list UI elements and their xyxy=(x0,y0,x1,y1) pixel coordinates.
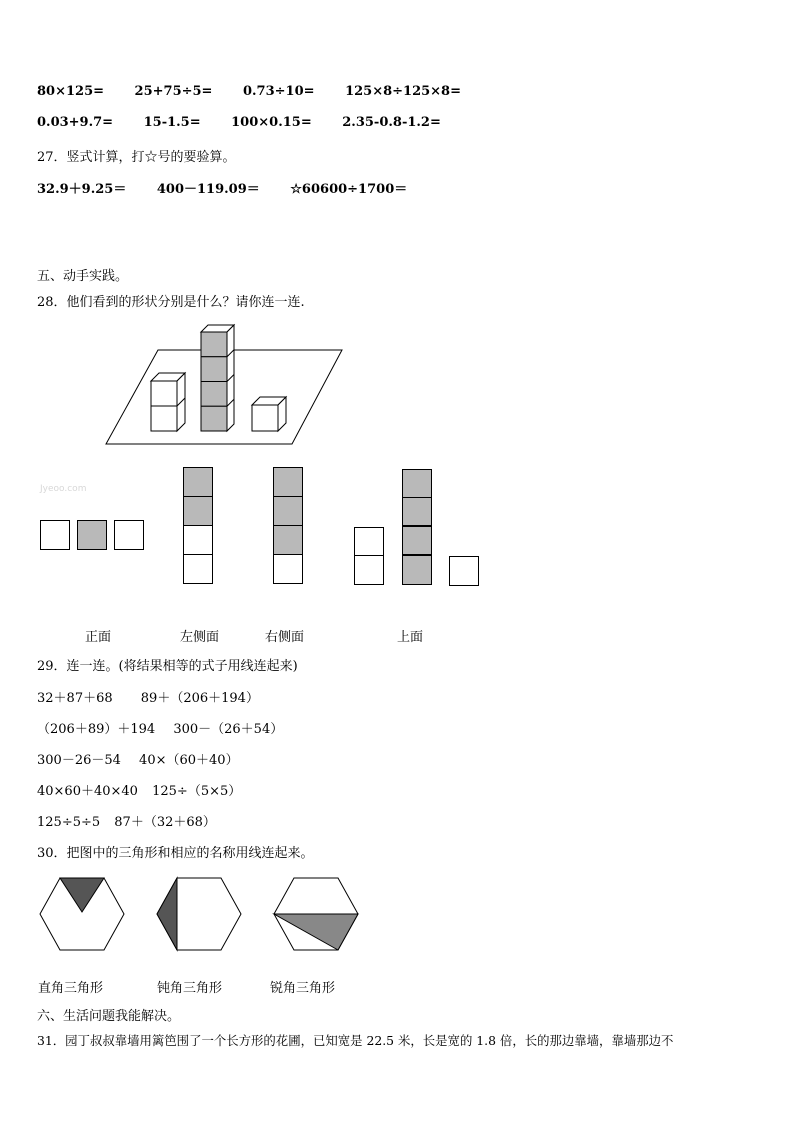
view-option-side-cell xyxy=(402,526,432,555)
expr-left: 125÷5÷5 xyxy=(37,815,101,830)
q29-row xyxy=(37,687,259,706)
view-option-side-cell xyxy=(449,556,479,586)
watermark: Jyeoo.com xyxy=(40,484,87,494)
label-left: 左侧面 xyxy=(180,630,220,645)
oral-calc-row-1 xyxy=(37,84,461,99)
view-option-column-b-cell xyxy=(273,525,303,555)
q27-title: 27．竖式计算，打☆号的要验算。 xyxy=(37,150,236,165)
q27-item: 32.9＋9.25＝ xyxy=(37,182,127,197)
expr-left: 300－26－54 xyxy=(37,753,121,768)
section-5-title: 五、动手实践。 xyxy=(37,269,129,284)
expr-right: 87＋（32＋68） xyxy=(114,815,216,830)
q29-row xyxy=(37,718,283,737)
calc-item: 100×0.15= xyxy=(231,115,312,130)
calc-item: 0.03+9.7= xyxy=(37,115,114,130)
calc-item: 125×8÷125×8= xyxy=(345,84,461,99)
oral-calc-row-2 xyxy=(37,115,441,130)
calc-item: 25+75÷5= xyxy=(134,84,213,99)
view-option-side-cell xyxy=(402,469,432,498)
view-option-column-a-cell xyxy=(183,496,213,526)
view-option-front-cell xyxy=(114,520,144,550)
calc-item: 2.35-0.8-1.2= xyxy=(342,115,441,130)
expr-right: 40×（60＋40） xyxy=(139,753,239,768)
expr-left: 40×60＋40×40 xyxy=(37,784,138,799)
label-obtuse-triangle: 钝角三角形 xyxy=(157,981,223,996)
hexagon-obtuse-triangle xyxy=(155,876,243,952)
q30-title: 30．把图中的三角形和相应的名称用线连起来。 xyxy=(37,846,314,861)
q28-3d-figure xyxy=(100,320,350,448)
q27-item: 400－119.09＝ xyxy=(156,182,260,197)
view-option-column-a-cell xyxy=(183,525,213,555)
calc-item: 0.73÷10= xyxy=(242,84,315,99)
view-option-side-cell xyxy=(402,555,432,585)
view-option-column-b-cell xyxy=(273,467,303,497)
view-option-side-cell xyxy=(354,527,384,556)
q28-title: 28．他们看到的形状分别是什么？请你连一连. xyxy=(37,295,305,310)
hexagon-right-triangle xyxy=(38,876,126,952)
view-option-column-a-cell xyxy=(183,554,213,584)
expr-left: 32＋87＋68 xyxy=(37,691,113,706)
expr-left: （206＋89）＋194 xyxy=(37,722,156,737)
expr-right: 89＋（206＋194） xyxy=(140,691,259,706)
view-option-front-cell xyxy=(77,520,107,550)
section-6-title: 六、生活问题我能解决。 xyxy=(37,1009,181,1024)
expr-right: 300－（26＋54） xyxy=(173,722,284,737)
view-option-side-cell xyxy=(354,555,384,585)
label-right-triangle: 直角三角形 xyxy=(38,981,104,996)
q29-row xyxy=(37,780,241,799)
calc-item: 15-1.5= xyxy=(143,115,201,130)
q27-items xyxy=(37,178,407,197)
calc-item: 80×125= xyxy=(37,84,105,99)
label-front: 正面 xyxy=(85,630,112,645)
label-top: 上面 xyxy=(397,630,424,645)
view-option-column-b-cell xyxy=(273,554,303,584)
q29-row xyxy=(37,749,239,768)
view-option-side-cell xyxy=(402,497,432,526)
label-acute-triangle: 锐角三角形 xyxy=(270,981,336,996)
view-option-column-a-cell xyxy=(183,467,213,497)
q31-text: 31．园丁叔叔靠墙用篱笆围了一个长方形的花圃，已知宽是 22.5 米，长是宽的 1.8 倍，长的那边靠墙，靠墙那边不 xyxy=(37,1033,674,1048)
label-right: 右侧面 xyxy=(265,630,305,645)
hexagon-acute-triangle xyxy=(272,876,360,952)
view-option-front-cell xyxy=(40,520,70,550)
q29-title: 29．连一连。(将结果相等的式子用线连起来) xyxy=(37,659,298,674)
q27-item: ☆60600÷1700＝ xyxy=(290,182,408,197)
q29-row xyxy=(37,811,216,830)
view-option-column-b-cell xyxy=(273,496,303,526)
expr-right: 125÷（5×5） xyxy=(152,784,242,799)
